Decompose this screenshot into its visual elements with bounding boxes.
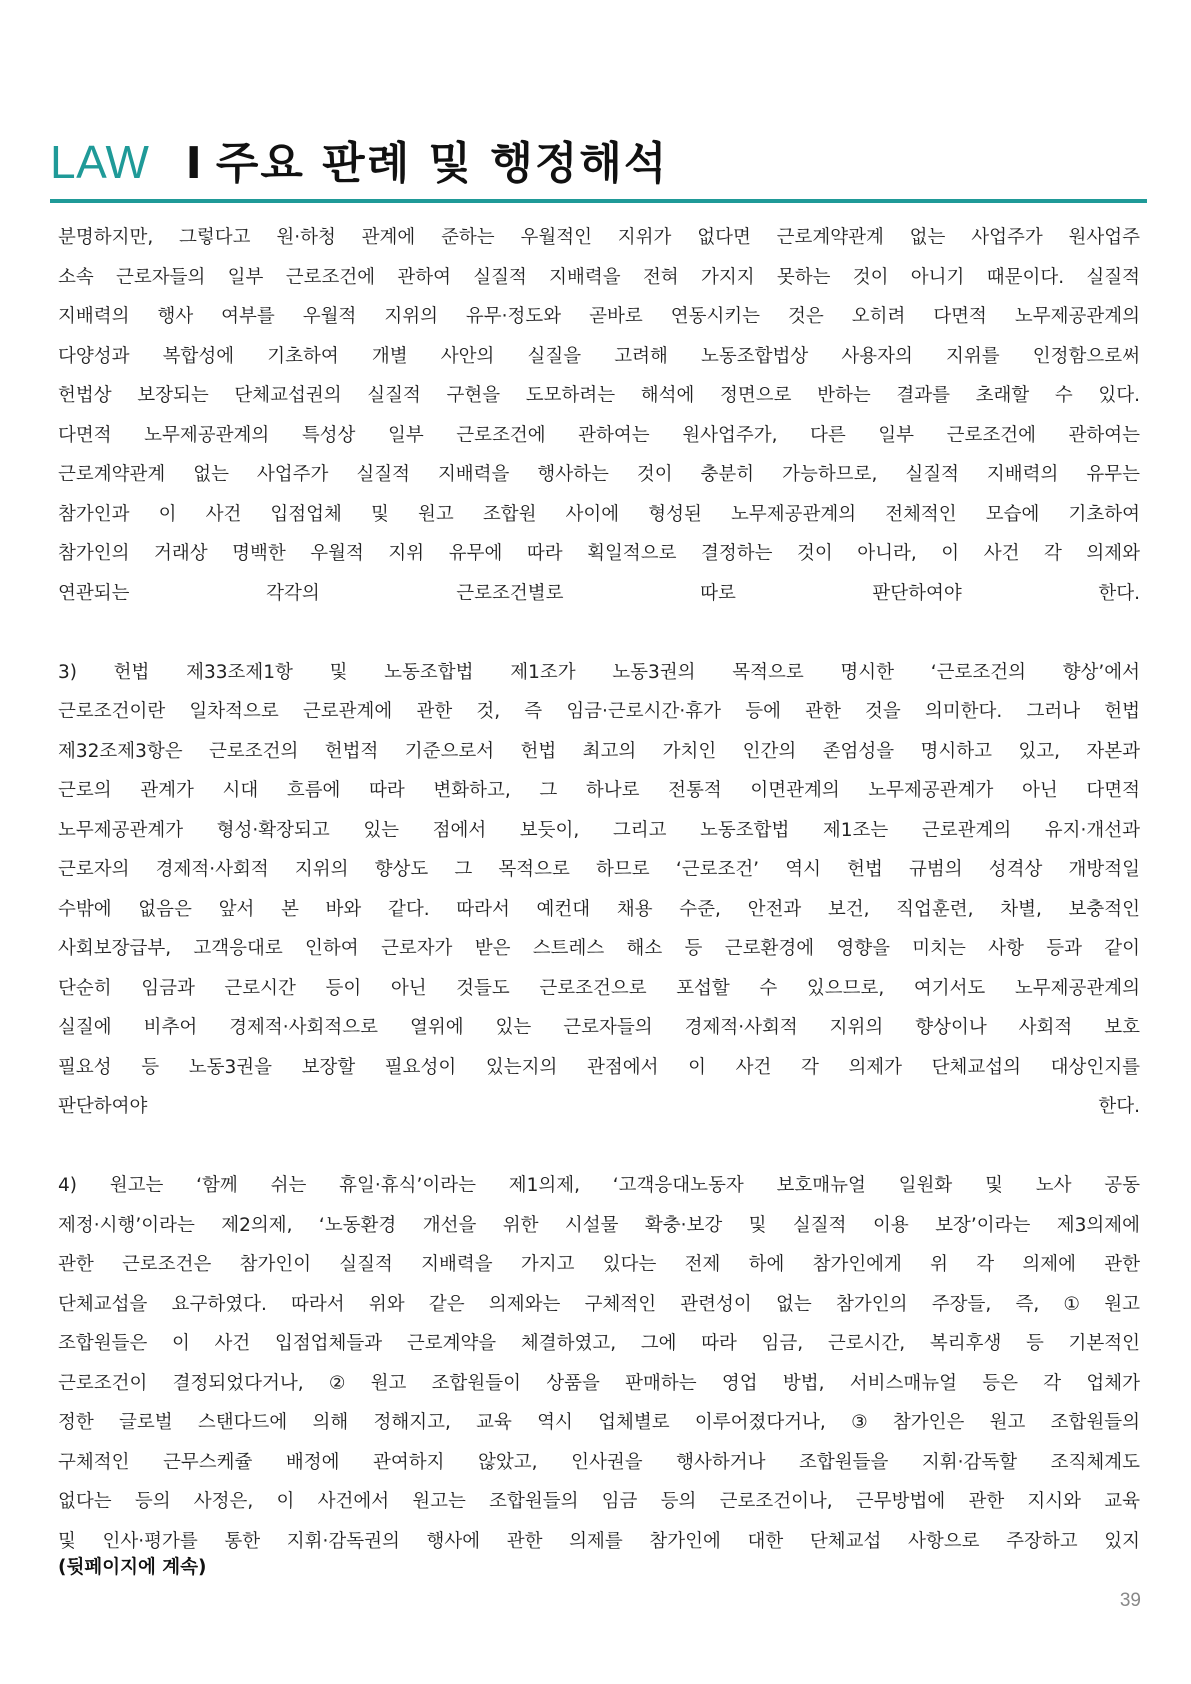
page-title: 주요 판례 및 행정해석 bbox=[215, 138, 669, 189]
text-line: 제32조제3항은 근로조건의 헌법적 기준으로서 헌법 최고의 가치인 인간의 존엄성을 명시하고 있고, 자본과 bbox=[58, 740, 1140, 762]
text-line: 4) 원고는 ‘함께 쉬는 휴일·휴식’이라는 제1의제, ‘고객응대노동자 보호매뉴얼 일원화 및 노사 공동 bbox=[58, 1175, 1140, 1196]
text-line: 연관되는 각각의 근로조건별로 따로 판단하여야 한다. bbox=[58, 582, 1140, 604]
text-line: 근로조건이란 일차적으로 근로관계에 관한 것, 즉 임금·근로시간·휴가 등에 관한 것을 의미한다. 그러나 헌법 bbox=[58, 701, 1140, 722]
text-line: 근로조건이 결정되었다거나, ② 원고 조합원들이 상품을 판매하는 영업 방법, 서비스매뉴얼 등은 각 업체가 bbox=[58, 1372, 1140, 1394]
continued-note: (뒷페이지에 계속) bbox=[58, 1557, 207, 1578]
text-line: 제정·시행’이라는 제2의제, ‘노동환경 개선을 위한 시설물 확충·보강 및 실질적 이용 보장’이라는 제3의제에 bbox=[58, 1214, 1140, 1236]
page-header bbox=[50, 128, 1145, 196]
text-line: 참가인과 이 사건 입점업체 및 원고 조합원 사이에 형성된 노무제공관계의 전체적인 모습에 기초하여 bbox=[58, 503, 1140, 525]
text-line: 근로의 관계가 시대 흐름에 따라 변화하고, 그 하나로 전통적 이면관계의 노무제공관계가 아닌 다면적 bbox=[58, 780, 1140, 801]
text-line: 3) 헌법 제33조제1항 및 노동조합법 제1조가 노동3권의 목적으로 명시한 ‘근로조건의 향상’에서 bbox=[58, 661, 1140, 683]
text-line: 참가인의 거래상 명백한 우월적 지위 유무에 따라 획일적으로 결정하는 것이 아니라, 이 사건 각 의제와 bbox=[58, 543, 1140, 564]
text-line: 헌법상 보장되는 단체교섭권의 실질적 구현을 도모하려는 해석에 정면으로 반하는 결과를 초래할 수 있다. bbox=[58, 385, 1140, 406]
text-line: 조합원들은 이 사건 입점업체들과 근로계약을 체결하였고, 그에 따라 임금, 근로시간, 복리후생 등 기본적인 bbox=[58, 1333, 1140, 1354]
text-line: 단순히 임금과 근로시간 등이 아닌 것들도 근로조건으로 포섭할 수 있으므로, 여기서도 노무제공관계의 bbox=[58, 977, 1140, 999]
text-line: 관한 근로조건은 참가인이 실질적 지배력을 가지고 있다는 전제 하에 참가인에게 위 각 의제에 관한 bbox=[58, 1254, 1140, 1275]
text-line: 다면적 노무제공관계의 특성상 일부 근로조건에 관하여는 원사업주가, 다른 일부 근로조건에 관하여는 bbox=[58, 424, 1140, 446]
text-line: 필요성 등 노동3권을 보장할 필요성이 있는지의 관점에서 이 사건 각 의제가 단체교섭의 대상인지를 bbox=[58, 1056, 1140, 1078]
text-line: 단체교섭을 요구하였다. 따라서 위와 같은 의제와는 구체적인 관련성이 없는 참가인의 주장들, 즉, ① 원고 bbox=[58, 1293, 1140, 1315]
text-line: 판단하여야 한다. bbox=[58, 1096, 1140, 1117]
title-row bbox=[50, 128, 1145, 196]
text-line: 근로계약관계 없는 사업주가 실질적 지배력을 행사하는 것이 충분히 가능하므로, 실질적 지배력의 유무는 bbox=[58, 464, 1140, 485]
text-line: 실질에 비추어 경제적·사회적으로 열위에 있는 근로자들의 경제적·사회적 지위의 향상이나 사회적 보호 bbox=[58, 1017, 1140, 1038]
text-line: 다양성과 복합성에 기초하여 개별 사안의 실질을 고려해 노동조합법상 사용자의 지위를 인정함으로써 bbox=[58, 345, 1140, 367]
section-label: LAW bbox=[50, 136, 150, 188]
page-number: 39 bbox=[1119, 1590, 1141, 1611]
text-line: 수밖에 없음은 앞서 본 바와 같다. 따라서 예컨대 채용 수준, 안전과 보건, 직업훈련, 차별, 보충적인 bbox=[58, 898, 1140, 920]
text-line: 소속 근로자들의 일부 근로조건에 관하여 실질적 지배력을 전혀 가지지 못하는 것이 아니기 때문이다. 실질적 bbox=[58, 266, 1140, 288]
text-line: 없다는 등의 사정은, 이 사건에서 원고는 조합원들의 임금 등의 근로조건이나, 근무방법에 관한 지시와 교육 bbox=[58, 1491, 1140, 1512]
text-line: 및 인사·평가를 통한 지휘·감독권의 행사에 관한 의제를 참가인에 대한 단체교섭 사항으로 주장하고 있지 bbox=[58, 1530, 1140, 1552]
text-line: 정한 글로벌 스탠다드에 의해 정해지고, 교육 역시 업체별로 이루어졌다거나, ③ 참가인은 원고 조합원들의 bbox=[58, 1412, 1140, 1433]
paragraph-1 bbox=[58, 218, 1140, 613]
text-line: 사회보장급부, 고객응대로 인하여 근로자가 받은 스트레스 해소 등 근로환경에 영향을 미치는 사항 등과 같이 bbox=[58, 938, 1140, 959]
paragraph-3 bbox=[58, 1166, 1140, 1561]
body-text bbox=[58, 218, 1140, 1561]
text-line: 노무제공관계가 형성·확장되고 있는 점에서 보듯이, 그리고 노동조합법 제1조는 근로관계의 유지·개선과 bbox=[58, 819, 1140, 841]
text-line: 구체적인 근무스케쥴 배정에 관여하지 않았고, 인사권을 행사하거나 조합원들을 지휘·감독할 조직체계도 bbox=[58, 1451, 1140, 1473]
paragraph-2 bbox=[58, 653, 1140, 1127]
title-separator: I bbox=[185, 138, 202, 189]
title-divider bbox=[50, 199, 1147, 203]
text-line: 분명하지만, 그렇다고 원·하청 관계에 준하는 우월적인 지위가 없다면 근로계약관계 없는 사업주가 원사업주 bbox=[58, 227, 1140, 248]
text-line: 지배력의 행사 여부를 우월적 지위의 유무·정도와 곧바로 연동시키는 것은 오히려 다면적 노무제공관계의 bbox=[58, 306, 1140, 327]
text-line: 근로자의 경제적·사회적 지위의 향상도 그 목적으로 하므로 ‘근로조건’ 역시 헌법 규범의 성격상 개방적일 bbox=[58, 859, 1140, 880]
